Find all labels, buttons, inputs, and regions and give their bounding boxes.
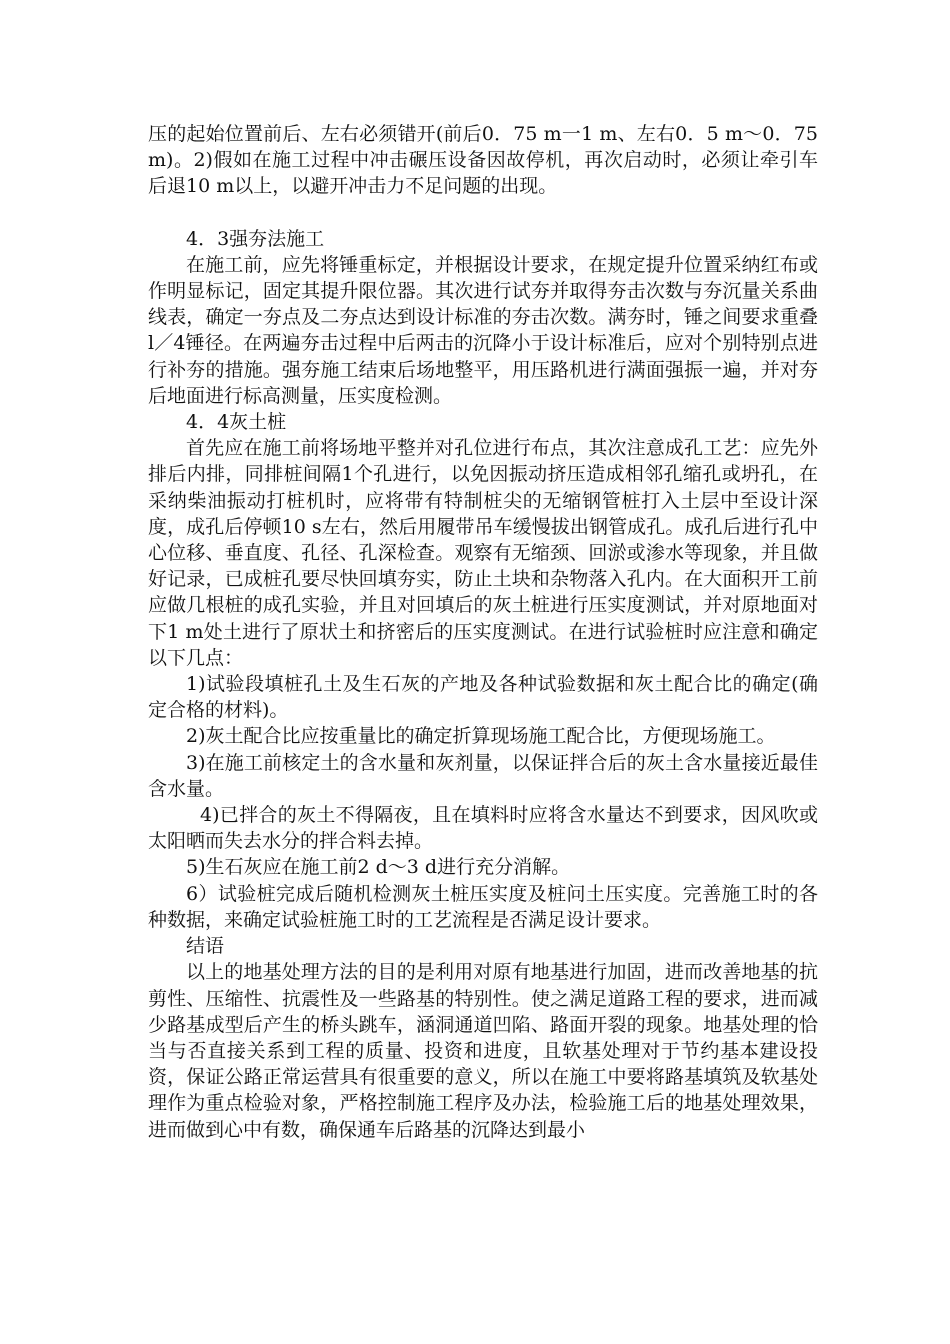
section-heading-4-3: 4．3强夯法施工 — [186, 227, 325, 250]
paragraph-conclusion: 以上的地基处理方法的目的是利用对原有地基进行加固，进而改善地基的抗剪性、压缩性、抗震性及一些路基的特别性。使之满足道路工程的要求，进而减少路基成型后产生的桥头跳车，涵洞通道凹陷、路面开裂的现象。地基处理的恰当与否直接关系到工程的质量、投资和进度，且软基处理对于节约基本建设投资，保证公路正常运营具有很重要的意义，所以在施工中要将路基填筑及软基处理作为重点检验对象，严格控制施工程序及办法，检验施工后的地基处理效果，进而做到心中有数，确保通车后路基的沉降达到最小 — [148, 961, 818, 1141]
list-item-3: 3)在施工前核定土的含水量和灰剂量，以保证拌合后的灰土含水量接近最佳含水量。 — [148, 751, 818, 800]
list-item-5: 5)生石灰应在施工前2 d～3 d进行充分消解。 — [186, 856, 571, 879]
list-item-4: 4)已拌合的灰土不得隔夜，且在填料时应将含水量达不到要求，因风吹或太阳晒而失去水分的拌合料去掉。 — [148, 804, 818, 853]
list-item-6: 6）试验桩完成后随机检测灰土桩压实度及桩问土压实度。完善施工时的各种数据，来确定试验桩施工时的工艺流程是否满足设计要求。 — [148, 882, 818, 931]
paragraph-continuation: 压的起始位置前后、左右必须错开(前后0．75 m一1 m、左右0．5 m～0．75 m)。2)假如在施工过程中冲击碾压设备因故停机，再次启动时，必须让牵引车后退10 m以上，以避开冲击力不足问题的出现。 — [148, 123, 818, 198]
paragraph-lime-soil-pile: 首先应在施工前将场地平整并对孔位进行布点，其次注意成孔工艺：应先外排后内排，同排桩间隔1个孔进行，以免因振动挤压造成相邻孔缩孔或坍孔，在采纳柴油振动打桩机时，应将带有特制桩尖的无缩钢管桩打入土层中至设计深度，成孔后停顿10 s左右，然后用履带吊车缓慢拔出钢管成孔。成孔后进行孔中心位移、垂直度、孔径、孔深检查。观察有无缩颈、回淤或渗水等现象，并且做好记录，已成桩孔要尽快回填夯实，防止土块和杂物落入孔内。在大面积开工前应做几根桩的成孔实验，并且对回填后的灰土桩进行压实度测试，并对原地面对下1 m处土进行了原状土和挤密后的压实度测试。在进行试验桩时应注意和确定以下几点： — [148, 437, 818, 669]
list-item-1: 1)试验段填桩孔土及生石灰的产地及各种试验数据和灰土配合比的确定(确定合格的材料)。 — [148, 673, 818, 722]
section-heading-conclusion: 结语 — [186, 935, 225, 958]
section-heading-4-4: 4．4灰土桩 — [186, 411, 287, 434]
paragraph-dynamic-compaction: 在施工前，应先将锤重标定，并根据设计要求，在规定提升位置采纳红布或作明显标记，固定其提升限位器。其次进行试夯并取得夯击次数与夯沉量关系曲线表，确定一夯点及二夯点达到设计标准的夯击次数。满夯时，锤之间要求重叠l／4锤径。在两遍夯击过程中后两击的沉降小于设计标准后，应对个别特别点进行补夯的措施。强夯施工结束后场地整平，用压路机进行满面强振一遍，并对夯后地面进行标高测量，压实度检测。 — [148, 253, 818, 407]
list-item-2: 2)灰土配合比应按重量比的确定折算现场施工配合比，方便现场施工。 — [186, 725, 776, 748]
document-body — [148, 121, 818, 1143]
